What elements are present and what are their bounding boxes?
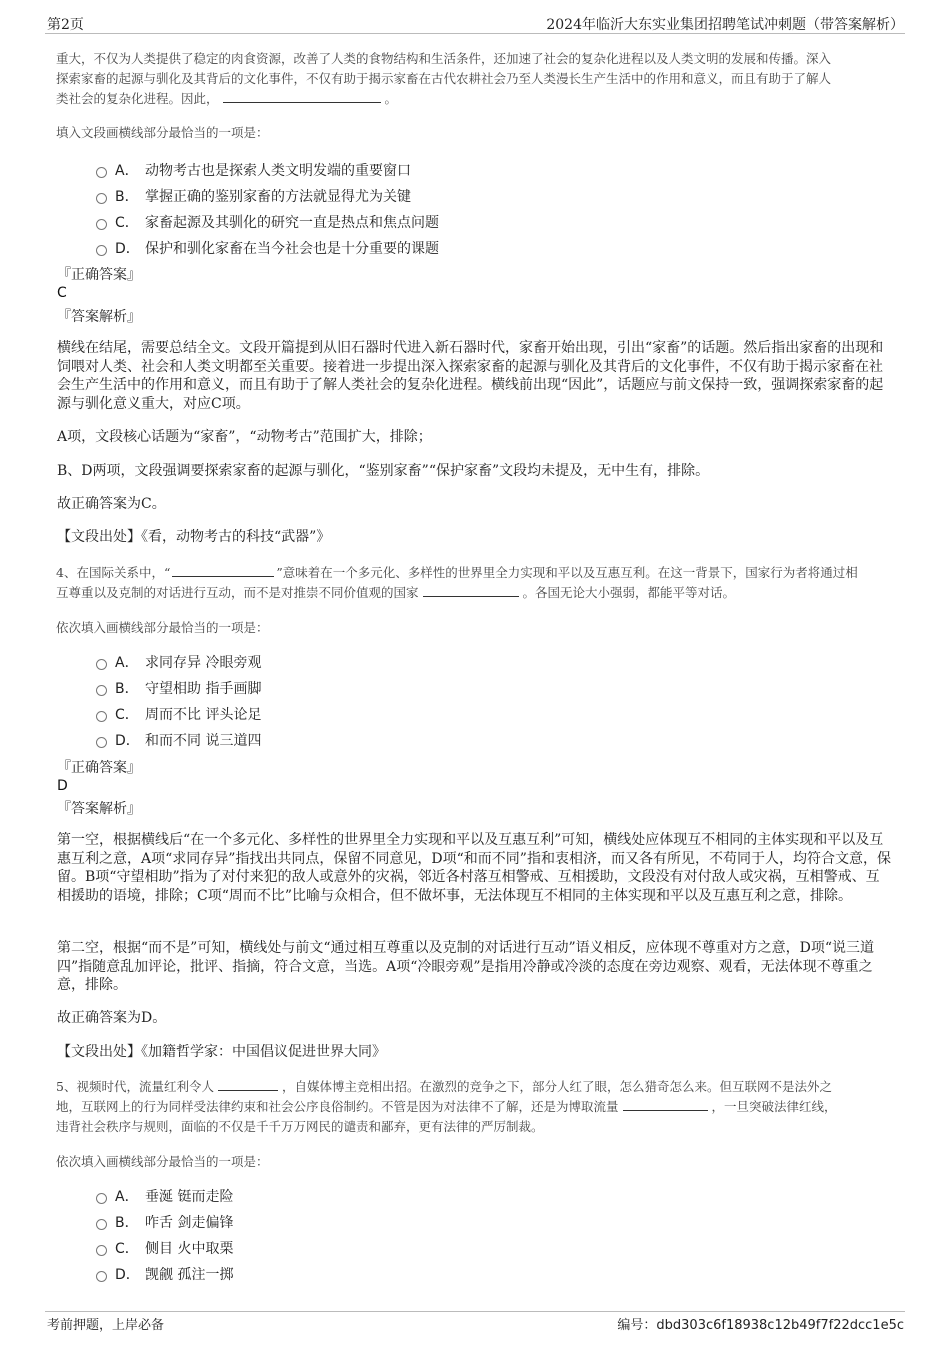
q3-passage-end: 。 [384,91,398,106]
document-title: 2024年临沂大东实业集团招聘笔试冲刺题（带答案解析） [546,17,904,33]
option-text: 保护和驯化家畜在当今社会也是十分重要的课题 [145,241,439,257]
page-number: 第2页 [47,17,84,33]
radio-icon[interactable] [96,685,107,696]
q3-analysis-paragraph: 横线在结尾，需要总结全文。文段开篇提到从旧石器时代进入新石器时代，家畜开始出现，引出“家畜”的话题。然后指出家畜的出现和饲喂对人类、社会和人类文明都至关重要。接着进一步提出深入探索家畜的起源与驯化及其背后的文化事件，不仅有助于揭示家畜在社会生产生活中的作用和意义，而且有助于了解人类社会的复杂化进程。横线前出现“因此”，话题应与前文保持一致，强调探索家畜的起源与驯化意义重大，对应C项。 [57,340,884,412]
q5-option-c[interactable] [96,1238,233,1258]
q4-analysis-label: 『答案解析』 [57,801,141,817]
option-letter: C． [115,215,139,231]
q4-option-b[interactable] [96,678,261,698]
footer-divider [45,1311,905,1312]
q5-prompt: 依次填入画横线部分最恰当的一项是： [56,1154,269,1169]
option-letter: C． [115,1241,139,1257]
header-divider [45,33,905,34]
option-text: 和而不同 说三道四 [145,733,262,749]
footer-code-label: 编号： [617,1318,657,1333]
option-letter: D． [115,1267,140,1283]
q3-passage [56,49,902,109]
q5-blank-1 [218,1078,278,1091]
q5-option-d[interactable] [96,1264,233,1284]
option-letter: B． [115,189,139,205]
q4-blank-2 [423,584,519,597]
q3-blank [223,90,381,103]
q4-answer-label: 『正确答案』 [57,760,141,776]
option-text: 动物考古也是探索人类文明发端的重要窗口 [145,163,411,179]
q3-analysis-paragraph: 故正确答案为C。 [57,496,166,512]
option-text: 觊觎 孤注一掷 [145,1267,234,1283]
q5-passage-text: ，一旦突破法律红线， [711,1099,837,1114]
q4-passage-text: 互尊重以及克制的对话进行互动，而不是对推崇不同价值观的国家 [56,585,419,600]
q3-analysis-label: 『答案解析』 [57,309,141,325]
option-letter: D． [115,733,140,749]
q5-passage-line: 违背社会秩序与规则，面临的不仅是千千万万网民的谴责和鄙弃，更有法律的严厉制裁。 [56,1119,544,1134]
q3-option-b[interactable] [96,186,411,206]
radio-icon[interactable] [96,167,107,178]
q4-analysis-paragraph: 故正确答案为D。 [57,1010,167,1026]
q5-passage-text: 地，互联网上的行为同样受法律约束和社会公序良俗制约。不管是因为对法律不了解，还是为博取流量 [56,1099,619,1114]
option-letter: D． [115,241,140,257]
q4-passage [56,563,902,603]
q4-option-c[interactable] [96,704,261,724]
q4-prompt: 依次填入画横线部分最恰当的一项是： [56,620,269,635]
option-letter: A． [115,1189,139,1205]
q3-analysis-paragraph: B、D两项，文段强调要探索家畜的起源与驯化，“鉴别家畜”“保护家畜”文段均未提及，无中生有，排除。 [57,463,710,479]
footer-code [617,1314,904,1333]
q3-analysis-paragraph: A项，文段核心话题为“家畜”，“动物考古”范围扩大，排除； [57,429,432,445]
option-text: 周而不比 评头论足 [145,707,262,723]
q4-passage-line [56,563,902,583]
option-text: 守望相助 指手画脚 [145,681,262,697]
option-letter: A． [115,163,139,179]
q3-passage-line: 探索家畜的起源与驯化及其背后的文化事件，不仅有助于揭示家畜在古代农耕社会乃至人类漫长生产生活中的作用和意义，而且有助于了解人 [56,71,832,86]
q5-passage-text: 5、视频时代，流量红利令人 [56,1079,214,1094]
q4-analysis-paragraph: 第一空，根据横线后“在一个多元化、多样性的世界里全力实现和平以及互惠互利”可知，横线处应体现互不相同的主体实现和平以及互惠互利之意，A项“求同存异”指找出共同点，保留不同意见，D项“和而不同”指和衷相济，而又各有所见，不苟同于人，均符合文意，保留。B项“守望相助”指为了对付来犯的敌人或意外的灾祸，邻近各村落互相警戒、互相援助，文段没有对付敌人或灾祸，互相警戒、互相援助的语境，排除；C项“周而不比”比喻与众相合，但不做坏事，无法体现互不相同的主体实现和平以及互惠互利之意，排除。 [57,832,891,904]
q4-option-d[interactable] [96,730,261,750]
option-letter: B． [115,1215,139,1231]
q5-passage-text: ，自媒体博主竞相出招。在激烈的竞争之下，部分人红了眼，怎么猎奇怎么来。但互联网不是法外之 [281,1079,832,1094]
q4-passage-text: ”意味着在一个多元化、多样性的世界里全力实现和平以及互惠互利。在这一背景下，国家行为者将通过相 [276,565,858,580]
radio-icon[interactable] [96,1219,107,1230]
option-text: 掌握正确的鉴别家畜的方法就显得尤为关键 [145,189,411,205]
radio-icon[interactable] [96,659,107,670]
q4-passage-text: 4、在国际关系中，“ [56,565,171,580]
option-letter: B． [115,681,139,697]
q3-passage-line [56,89,902,109]
q5-option-b[interactable] [96,1212,233,1232]
q4-passage-line [56,583,902,603]
q3-option-c[interactable] [96,212,439,232]
radio-icon[interactable] [96,711,107,722]
radio-icon[interactable] [96,1271,107,1282]
footer-code-value: dbd303c6f18938c12b49f7f22dcc1e5c [656,1318,904,1333]
q3-answer: C [57,285,67,301]
q4-blank-1 [172,564,274,577]
option-letter: A． [115,655,139,671]
option-text: 侧目 火中取栗 [145,1241,234,1257]
option-text: 垂涎 铤而走险 [145,1189,234,1205]
q3-option-a[interactable] [96,160,411,180]
q3-answer-label: 『正确答案』 [57,267,141,283]
q4-analysis-paragraph: 第二空，根据“而不是”可知，横线处与前文“通过相互尊重以及克制的对话进行互动”语义相反，应体现不尊重对方之意，D项“说三道四”指随意乱加评论，批评、指摘，符合文意，当选。A项“冷眼旁观”是指用冷静或冷淡的态度在旁边观察、观看，无法体现不尊重之意，排除。 [57,940,875,993]
radio-icon[interactable] [96,1245,107,1256]
q4-answer: D [57,778,68,794]
option-text: 求同存异 冷眼旁观 [145,655,262,671]
q3-option-d[interactable] [96,238,439,258]
q3-passage-line: 重大，不仅为人类提供了稳定的肉食资源，改善了人类的食物结构和生活条件，还加速了社会的复杂化进程以及人类文明的发展和传播。深入 [56,51,832,66]
radio-icon[interactable] [96,737,107,748]
radio-icon[interactable] [96,193,107,204]
option-text: 家畜起源及其驯化的研究一直是热点和焦点问题 [145,215,439,231]
q5-passage [56,1077,902,1137]
option-letter: C． [115,707,139,723]
option-text: 咋舌 剑走偏锋 [145,1215,234,1231]
q5-passage-line [56,1077,902,1097]
q3-source: 【文段出处】《看，动物考古的科技“武器”》 [57,529,331,545]
footer-slogan: 考前押题，上岸必备 [47,1318,165,1333]
radio-icon[interactable] [96,245,107,256]
q4-option-a[interactable] [96,652,261,672]
q4-passage-text: 。各国无论大小强弱，都能平等对话。 [522,585,736,600]
q5-passage-line [56,1097,902,1117]
q4-source: 【文段出处】《加籍哲学家：中国倡议促进世界大同》 [57,1044,386,1060]
radio-icon[interactable] [96,1193,107,1204]
q3-passage-text: 类社会的复杂化进程。因此， [56,91,219,106]
q5-option-a[interactable] [96,1186,233,1206]
q5-blank-2 [623,1098,708,1111]
radio-icon[interactable] [96,219,107,230]
q3-prompt: 填入文段画横线部分最恰当的一项是： [56,125,269,140]
